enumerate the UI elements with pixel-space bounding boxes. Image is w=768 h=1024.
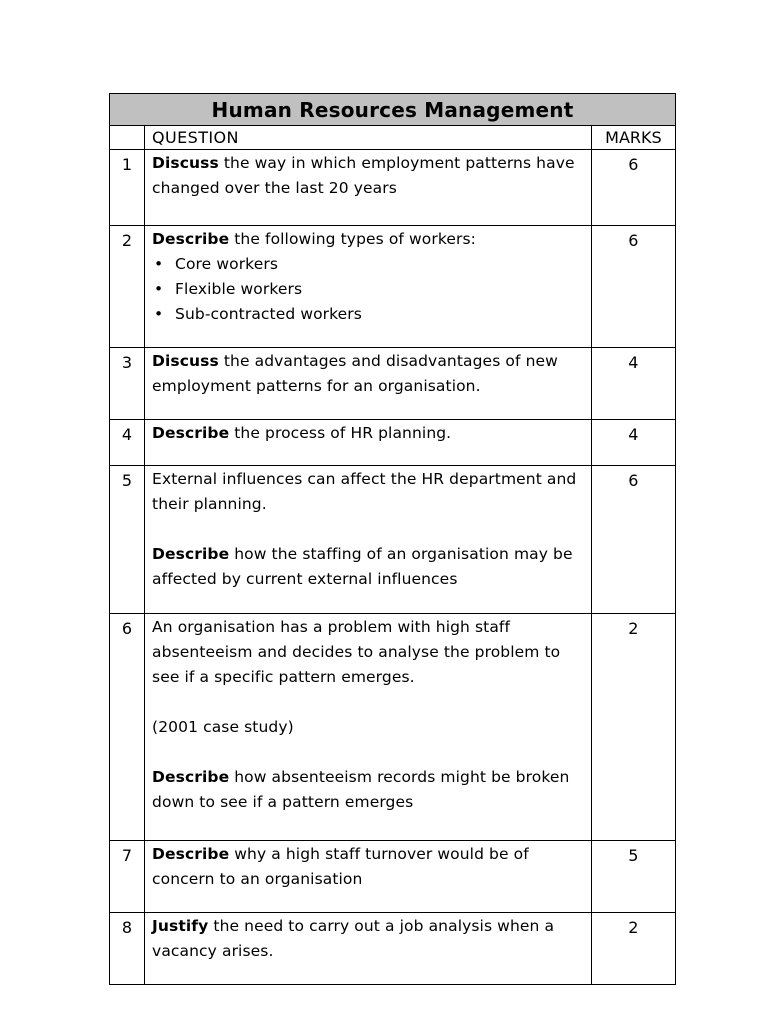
question-number: 4: [110, 420, 145, 466]
question-text: [145, 841, 592, 913]
question-text: [145, 226, 592, 348]
table-row: [110, 614, 676, 841]
question-text: [145, 150, 592, 226]
table-row: [110, 913, 676, 985]
header-question: QUESTION: [145, 126, 592, 150]
question-body: the following types of workers:: [229, 230, 476, 248]
question-number: 6: [110, 614, 145, 841]
question-intro: External influences can affect the HR department and their planning.: [152, 470, 577, 513]
table-title: Human Resources Management: [110, 94, 676, 126]
question-body: why a high staff turnover would be of concern to an organisation: [152, 845, 529, 888]
worker-type-list: [152, 252, 585, 327]
table-row: [110, 841, 676, 913]
question-marks: 4: [591, 420, 675, 466]
table-row: [110, 466, 676, 614]
case-study-note: (2001 case study): [152, 718, 294, 736]
command-word: Discuss: [152, 352, 219, 370]
command-word: Describe: [152, 424, 230, 442]
question-marks: 4: [591, 348, 675, 420]
question-number: 8: [110, 913, 145, 985]
question-marks: 6: [591, 226, 675, 348]
command-word: Describe: [152, 768, 230, 786]
question-body: how the staffing of an organisation may be affected by current external influences: [152, 545, 573, 588]
header-number-cell: [110, 126, 145, 150]
question-number: 7: [110, 841, 145, 913]
command-word: Describe: [152, 545, 230, 563]
list-item: • Sub-contracted workers: [152, 302, 585, 327]
table-row: [110, 420, 676, 466]
question-body: the process of HR planning.: [229, 424, 452, 442]
header-row: [110, 126, 676, 150]
question-marks: 6: [591, 466, 675, 614]
question-body: the need to carry out a job analysis when a vacancy arises.: [152, 917, 555, 960]
question-marks: 2: [591, 913, 675, 985]
command-word: Describe: [152, 230, 230, 248]
question-text: [145, 913, 592, 985]
question-intro: An organisation has a problem with high staff absenteeism and decides to analyse the problem to see if a specific pattern emerges.: [152, 618, 561, 686]
table-row: [110, 348, 676, 420]
question-marks: 6: [591, 150, 675, 226]
question-text: [145, 348, 592, 420]
question-text: [145, 466, 592, 614]
table-row: [110, 150, 676, 226]
question-text: [145, 614, 592, 841]
question-body: the advantages and disadvantages of new employment patterns for an organisation.: [152, 352, 558, 395]
command-word: Discuss: [152, 154, 219, 172]
question-marks: 2: [591, 614, 675, 841]
header-marks: MARKS: [591, 126, 675, 150]
list-item: • Core workers: [152, 252, 585, 277]
command-word: Justify: [152, 917, 209, 935]
question-number: 2: [110, 226, 145, 348]
list-item: • Flexible workers: [152, 277, 585, 302]
question-table: [109, 93, 676, 985]
question-marks: 5: [591, 841, 675, 913]
table-row: [110, 226, 676, 348]
question-number: 3: [110, 348, 145, 420]
question-text: [145, 420, 592, 466]
question-body: the way in which employment patterns have changed over the last 20 years: [152, 154, 575, 197]
question-number: 5: [110, 466, 145, 614]
question-number: 1: [110, 150, 145, 226]
title-row: [110, 94, 676, 126]
command-word: Describe: [152, 845, 230, 863]
question-body: how absenteeism records might be broken down to see if a pattern emerges: [152, 768, 570, 811]
